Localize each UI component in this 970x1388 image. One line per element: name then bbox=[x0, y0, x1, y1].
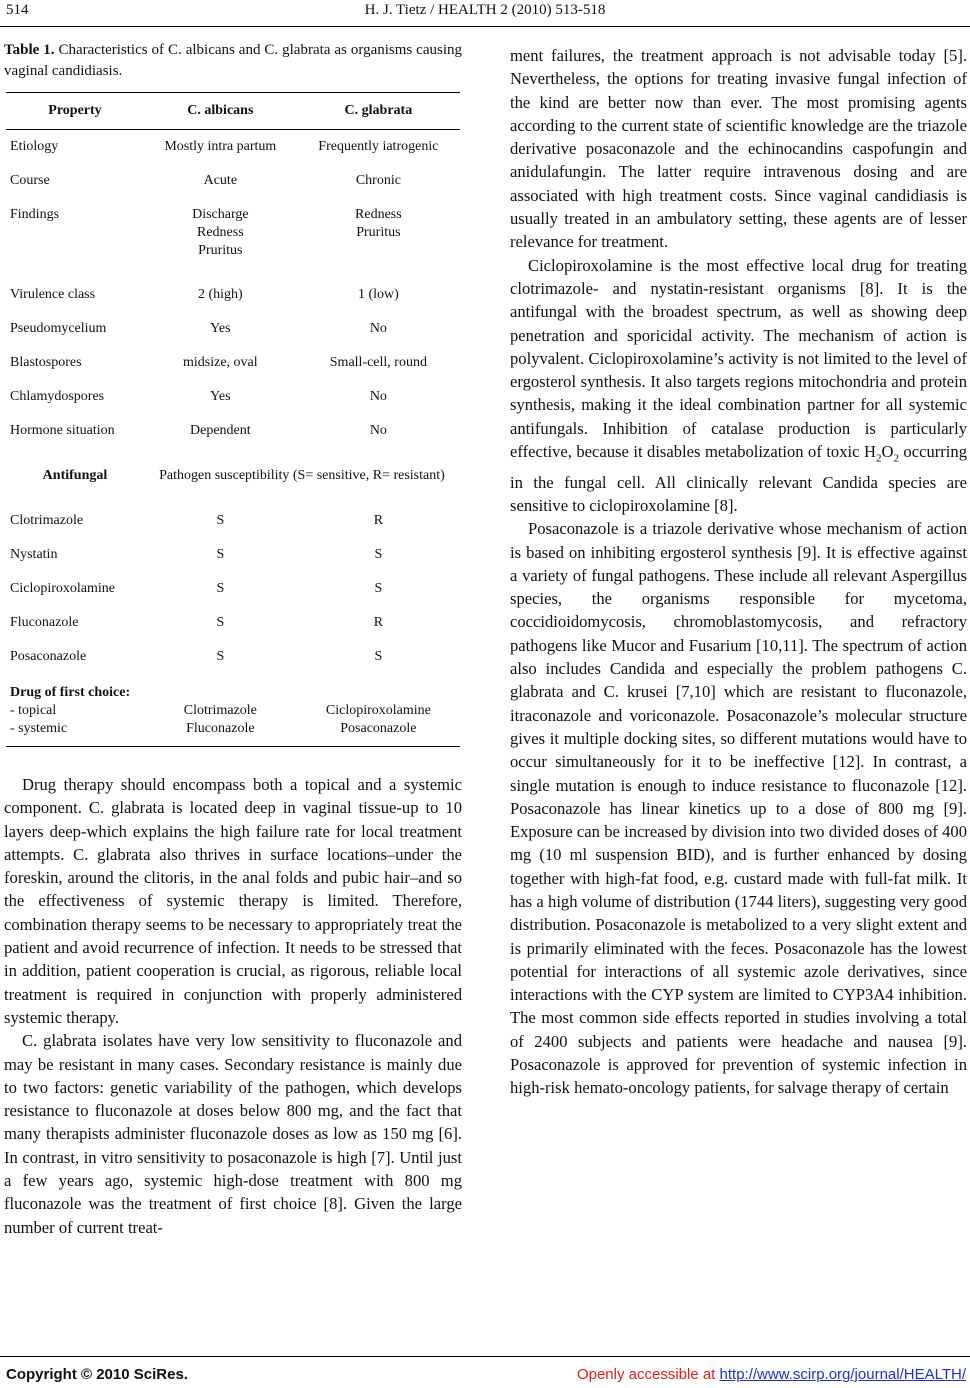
cell-glabrata: R bbox=[373, 513, 384, 528]
glabrata-topical: Ciclopiroxolamine bbox=[325, 703, 431, 718]
first-choice-glabrata bbox=[297, 674, 460, 747]
cell-albicans: S bbox=[216, 581, 225, 596]
cell-property: Etiology bbox=[10, 139, 59, 154]
table-row bbox=[6, 572, 460, 606]
characteristics-table bbox=[6, 92, 460, 747]
table-row bbox=[6, 414, 460, 448]
cell-glabrata: S bbox=[374, 547, 383, 562]
table-row bbox=[6, 538, 460, 572]
albicans-topical: Clotrimazole bbox=[183, 703, 257, 718]
cell-glabrata: Small-cell, round bbox=[329, 355, 427, 370]
cell-drug: Fluconazole bbox=[10, 615, 79, 630]
first-choice-label-cell bbox=[6, 674, 144, 747]
paragraph-text: Ciclopiroxolamine is the most effective local drug for treating clotrimazole- and nystatin-resistant organisms [8]. It is the antifungal with the broadest spectrum, as well as showing deep penetration and sporicidal activity. The mechanism of action is polyvalent. Ciclopiroxolamine’s activity is not limited to the level of ergosterol synthesis. It also targets regions mitochondria and protein synthesis, making it the ideal combination partner for all systemic antifungals. Inhibition of catalase production is particularly effective, because it disables metabolization of toxic H bbox=[510, 255, 967, 462]
systemic-label: - systemic bbox=[10, 721, 68, 736]
cell-property: Blastospores bbox=[10, 355, 82, 370]
paragraph: ment failures, the treatment approach is not advisable today [5]. Nevertheless, the options for treating invasive fungal infection of the kind are better now than ever. The most promising agents according to the current state of scientific knowledge are the triazole derivative posaconazole and the echinocandins caspofungin and anidulafungin. The latter require intravenous dosing and are associated with high treatment costs. Since vaginal candidiasis is usually treated in an ambulatory setting, these agents are of lesser relevance for treatment. bbox=[510, 46, 967, 252]
table-row bbox=[6, 198, 460, 278]
cell-glabrata: No bbox=[369, 389, 387, 404]
cell-glabrata: 1 (low) bbox=[357, 287, 399, 302]
cell-glabrata: Frequently iatrogenic bbox=[318, 139, 439, 154]
cell-property: Hormone situation bbox=[10, 423, 115, 438]
copyright: Copyright © 2010 SciRes. bbox=[6, 1366, 188, 1383]
albicans-systemic: Fluconazole bbox=[186, 721, 255, 736]
table-caption-label: Table 1. bbox=[4, 42, 55, 58]
first-choice-row bbox=[6, 674, 460, 747]
first-choice-label: Drug of first choice: bbox=[10, 685, 131, 700]
table-caption-text: Characteristics of C. albicans and C. glabrata as organisms causing vaginal candidiasis. bbox=[4, 42, 463, 79]
cell-albicans: Dependent bbox=[190, 423, 251, 438]
header-glabrata: C. glabrata bbox=[297, 93, 460, 130]
cell-property: Chlamydospores bbox=[10, 389, 105, 404]
cell-drug: Ciclopiroxolamine bbox=[10, 581, 115, 596]
paragraph: C. glabrata isolates have very low sensitivity to fluconazole and may be resistant in many cases. Secondary resistance is mainly due to two factors: genetic variability of the pathogen, which develops resistance to fluconazole at doses below 800 mg, and the fact that many therapists administer fluconazole doses as low as 150 mg [6]. In contrast, in vitro sensitivity to posaconazole is high [7]. Until just a few years ago, systemic high-dose treatment with 800 mg fluconazole was the treatment of first choice [8]. Given the large number of current treat- bbox=[4, 1031, 462, 1237]
footer-rule bbox=[0, 1356, 970, 1357]
cell-albicans: Discharge Redness Pruritus bbox=[192, 207, 249, 258]
cell-property: Findings bbox=[10, 207, 60, 222]
table-header-row bbox=[6, 93, 460, 130]
cell-glabrata: Redness Pruritus bbox=[355, 207, 402, 240]
antifungal-note: Pathogen susceptibility (S= sensitive, R= resistant) bbox=[159, 468, 445, 483]
glabrata-systemic: Posaconazole bbox=[340, 721, 417, 736]
paragraph-posaconazole: Posaconazole is a triazole derivative whose mechanism of action is based on inhibiting ergosterol synthesis [9]. It is effective against a variety of fungal pathogens. These include all relevant Aspergillus species, the organisms responsible for mycetoma, coccidioidomycosis, chromoblastomycosis, and refractory pathogens like Mucor and Fusarium [10,11]. The spectrum of action also includes Candida and especially the problem pathogens C. glabrata and C. krusei [7,10] which are resistant to fluconazole, itraconazole and voriconazole. Posaconazole’s molecular structure gives it multiple docking sites, so different mutations would have to occur simultaneously for it to be ineffective [12]. In contrast, a single mutation is enough to induce resistance to fluconazole [12]. Posaconazole has linear kinetics up to a dose of 800 mg [9]. Exposure can be increased by division into two divided doses of 400 mg (10 ml suspension BID), and is further enhanced by dosing together with high-fat food, e.g. custard made with full-fat milk. It has a high volume of distribution (1744 liters), suggesting very good distribution. Posaconazole is metabolized to a very slight extent and is primarily eliminated with the feces. Posaconazole has the lowest potential for interactions of all systemic azole derivatives, since interactions with the CYP system are limited to CYP3A4 inhibition. The most common side effects reported in studies involving a total of 2400 subjects and patients were headache and nausea [9]. Posaconazole is approved for prevention of systemic infection in high-risk hemato-oncology patients, for salvage therapy of certain bbox=[510, 519, 967, 1098]
table-caption bbox=[4, 40, 462, 82]
table-row bbox=[6, 346, 460, 380]
page-number: 514 bbox=[6, 2, 29, 18]
header-property: Property bbox=[6, 93, 144, 130]
table-row bbox=[6, 278, 460, 312]
table-row bbox=[6, 312, 460, 346]
cell-albicans: S bbox=[216, 513, 225, 528]
table-row bbox=[6, 164, 460, 198]
cell-albicans: Yes bbox=[210, 389, 231, 404]
subscript: 2 bbox=[893, 452, 899, 465]
topical-label: - topical bbox=[10, 703, 57, 718]
journal-link[interactable]: http://www.scirp.org/journal/HEALTH/ bbox=[719, 1366, 966, 1383]
cell-glabrata: S bbox=[374, 649, 383, 664]
cell-property: Pseudomycelium bbox=[10, 321, 107, 336]
table-row bbox=[6, 640, 460, 674]
subscript: 2 bbox=[875, 452, 882, 465]
paragraph: Drug therapy should encompass both a topical and a systemic component. C. glabrata is located deep in vaginal tissue-up to 10 layers deep-which explains the high failure rate for local treatment attempts. C. glabrata also thrives in surface locations–under the foreskin, around the clitoris, in the anal folds and pubic hair–and so the effectiveness of systemic therapy is limited. Therefore, combination therapy seems to be necessary to appropriately treat the patient and avoid recurrence of infection. It needs to be stressed that in addition, patient cooperation is crucial, as rigorous, reliable local treatment is required in conjunction with properly administered systemic therapy. bbox=[4, 775, 462, 1027]
paragraph-text: O bbox=[881, 442, 894, 462]
cell-albicans: Mostly intra partum bbox=[164, 139, 277, 154]
paragraph-ciclopiroxolamine bbox=[510, 254, 967, 518]
cell-drug: Nystatin bbox=[10, 547, 58, 562]
cell-glabrata: R bbox=[373, 615, 384, 630]
cell-albicans: S bbox=[216, 649, 225, 664]
cell-albicans: Yes bbox=[210, 321, 231, 336]
cell-albicans: S bbox=[216, 547, 225, 562]
header-rule bbox=[0, 26, 970, 27]
cell-glabrata: No bbox=[369, 423, 387, 438]
antifungal-row bbox=[6, 448, 460, 504]
cell-albicans: Acute bbox=[203, 173, 238, 188]
open-access-note bbox=[577, 1366, 966, 1383]
header-albicans: C. albicans bbox=[144, 93, 297, 130]
cell-albicans: S bbox=[216, 615, 225, 630]
table-row bbox=[6, 380, 460, 414]
running-title: H. J. Tietz / HEALTH 2 (2010) 513-518 bbox=[364, 2, 606, 18]
cell-property: Course bbox=[10, 173, 50, 188]
table-row bbox=[6, 130, 460, 165]
left-body-text bbox=[4, 773, 462, 1239]
cell-albicans: midsize, oval bbox=[183, 355, 258, 370]
cell-albicans: 2 (high) bbox=[197, 287, 243, 302]
cell-property: Virulence class bbox=[10, 287, 96, 302]
cell-glabrata: Chronic bbox=[355, 173, 401, 188]
table-row bbox=[6, 504, 460, 538]
paragraph-text: occurring in the fungal cell. All clinically relevant Candida species are sensitive to ciclopiroxolamine [8]. bbox=[510, 442, 968, 515]
antifungal-label: Antifungal bbox=[42, 468, 108, 483]
cell-glabrata: No bbox=[369, 321, 387, 336]
cell-drug: Posaconazole bbox=[10, 649, 87, 664]
right-column bbox=[510, 44, 967, 1100]
table-row bbox=[6, 606, 460, 640]
left-column bbox=[4, 40, 462, 1239]
open-access-text: Openly accessible at bbox=[576, 1366, 720, 1383]
cell-drug: Clotrimazole bbox=[10, 513, 84, 528]
first-choice-albicans bbox=[144, 674, 297, 747]
cell-glabrata: S bbox=[374, 581, 383, 596]
